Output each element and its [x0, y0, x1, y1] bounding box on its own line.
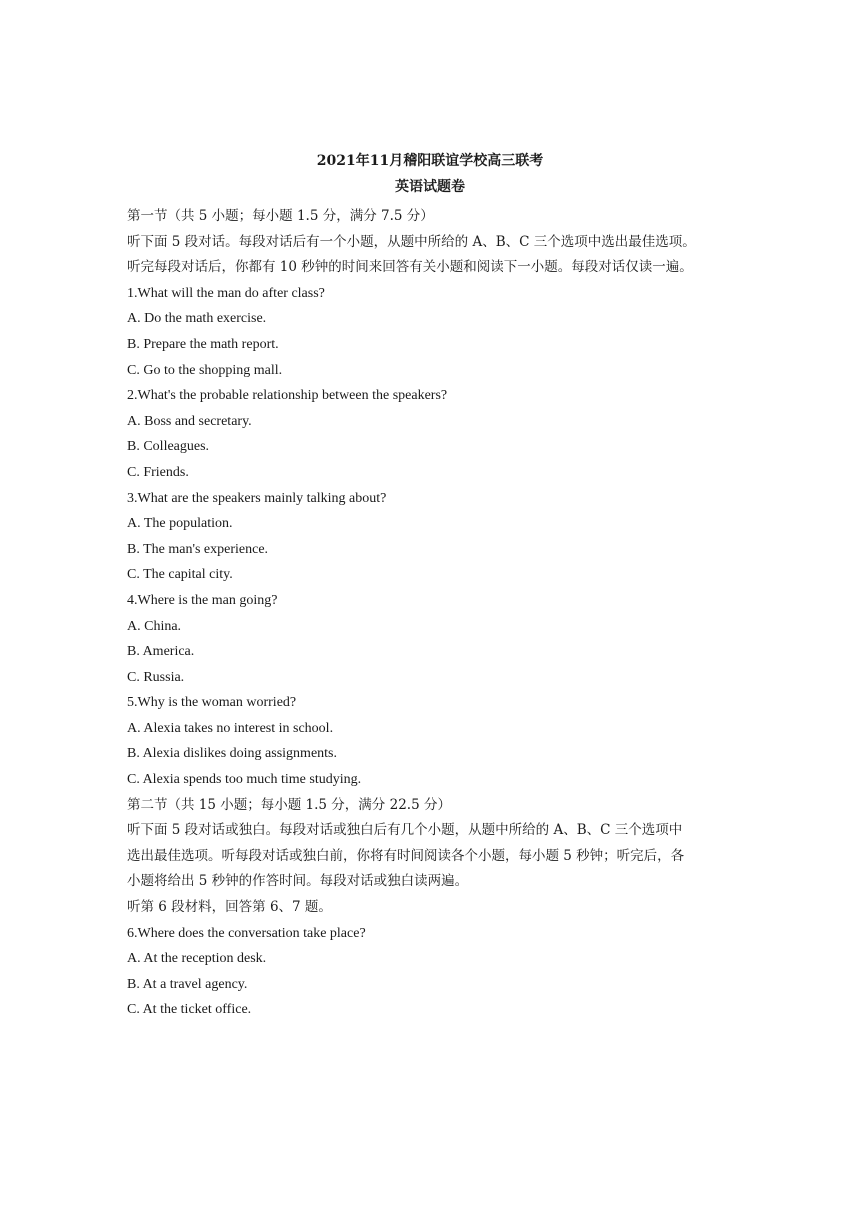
question-1-option-a: A. Do the math exercise.: [127, 311, 267, 327]
question-3-option-a: A. The population.: [127, 516, 233, 532]
exam-body: [127, 204, 767, 1023]
question-6-option-c: C. At the ticket office.: [127, 1002, 252, 1018]
question-2-option-a: A. Boss and secretary.: [127, 413, 252, 429]
question-4-option-a: A. China.: [127, 618, 182, 634]
question-6-option-a: A. At the reception desk.: [127, 951, 267, 967]
exam-subtitle: 英语试题卷: [395, 179, 465, 195]
question-5-option-b: B. Alexia dislikes doing assignments.: [127, 746, 337, 762]
question-2-option-b: B. Colleagues.: [127, 439, 210, 455]
question-1-option-c: C. Go to the shopping mall.: [127, 362, 283, 378]
question-4-option-b: B. America.: [127, 644, 195, 660]
question-6-stem: 6.Where does the conversation take place?: [127, 925, 366, 941]
question-5-option-c: C. Alexia spends too much time studying.: [127, 772, 362, 788]
section1-instruction-1: 听下面 5 段对话。每段对话后有一个小题，从题中所给的 A、B、C 三个选项中选出最佳选项。: [127, 233, 696, 250]
question-3-option-b: B. The man's experience.: [127, 541, 269, 557]
exam-title: 2021年11月稽阳联谊学校高三联考: [316, 153, 544, 169]
question-6-option-b: B. At a travel agency.: [127, 976, 248, 992]
section2-instruction-3: 小题将给出 5 秒钟的作答时间。每段对话或独白读两遍。: [127, 873, 469, 890]
question-3-option-c: C. The capital city.: [127, 567, 233, 583]
question-1-option-b: B. Prepare the math report.: [127, 336, 279, 352]
question-4-stem: 4.Where is the man going?: [127, 592, 278, 608]
section2-heading: 第二节（共 15 小题；每小题 1.5 分，满分 22.5 分）: [127, 796, 451, 813]
material-note: 听第 6 段材料，回答第 6、7 题。: [127, 899, 332, 916]
question-2-stem: 2.What's the probable relationship between the speakers?: [127, 388, 448, 404]
section1-instruction-2: 听完每段对话后，你都有 10 秒钟的时间来回答有关小题和阅读下一小题。每段对话仅读一遍。: [127, 259, 693, 276]
question-3-stem: 3.What are the speakers mainly talking about?: [127, 490, 387, 506]
question-1-stem: 1.What will the man do after class?: [127, 285, 325, 301]
section2-instruction-1: 听下面 5 段对话或独白。每段对话或独白后有几个小题，从题中所给的 A、B、C 三个选项中: [127, 822, 683, 839]
question-2-option-c: C. Friends.: [127, 464, 189, 480]
section1-heading: 第一节（共 5 小题；每小题 1.5 分，满分 7.5 分）: [127, 208, 434, 224]
question-5-stem: 5.Why is the woman worried?: [127, 695, 297, 711]
question-4-option-c: C. Russia.: [127, 669, 185, 685]
section2-instruction-2: 选出最佳选项。听每段对话或独白前，你将有时间阅读各个小题，每小题 5 秒钟；听完后，各: [127, 847, 685, 864]
question-5-option-a: A. Alexia takes no interest in school.: [127, 720, 334, 736]
